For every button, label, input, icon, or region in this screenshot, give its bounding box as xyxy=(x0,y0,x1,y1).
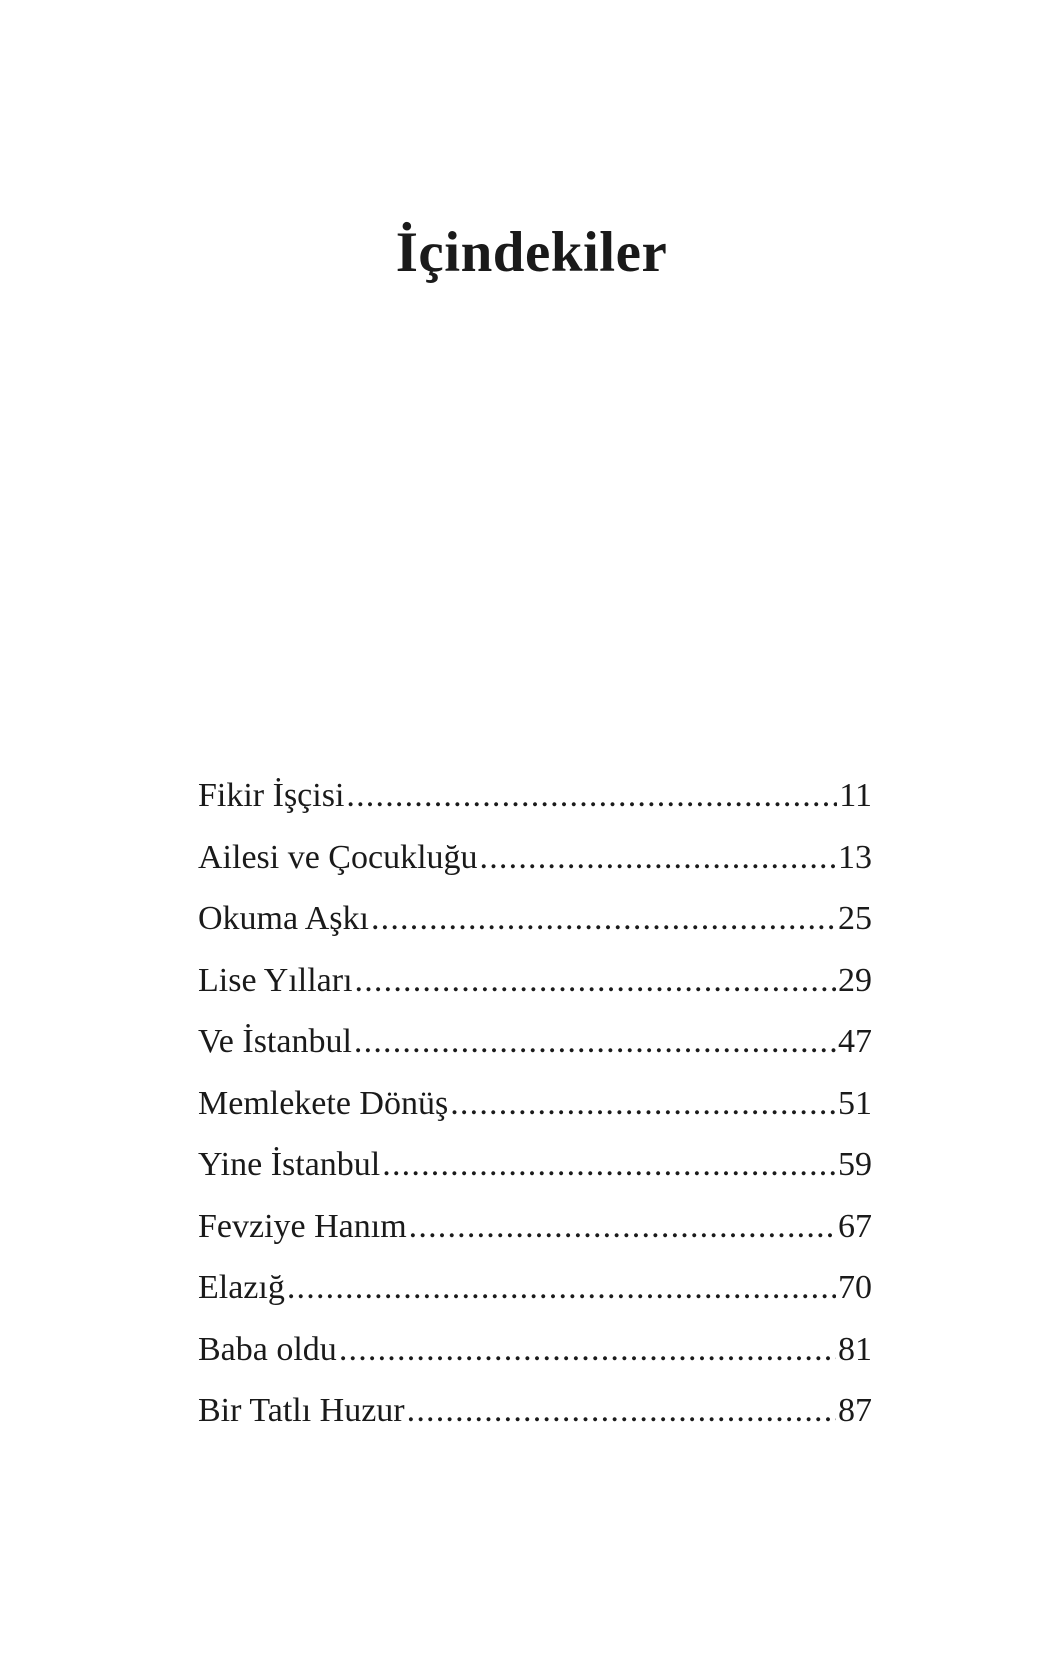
toc-entry-title: Ailesi ve Çocukluğu xyxy=(198,838,478,876)
toc-page-number: 70 xyxy=(838,1269,872,1306)
table-of-contents xyxy=(198,765,872,1442)
dot-leader xyxy=(287,1257,836,1319)
toc-entry xyxy=(198,1319,872,1381)
toc-entry xyxy=(198,827,872,889)
dot-leader xyxy=(382,1134,836,1196)
toc-entry-title: Lise Yılları xyxy=(198,961,353,999)
toc-entry xyxy=(198,1134,872,1196)
dot-leader xyxy=(480,827,836,889)
dot-leader xyxy=(355,950,836,1012)
toc-entry-title: Okuma Aşkı xyxy=(198,900,369,937)
toc-entry-title: Fikir İşçisi xyxy=(198,777,345,814)
toc-page-number: 87 xyxy=(838,1392,872,1429)
toc-page-number: 81 xyxy=(838,1330,872,1368)
toc-entry-title: Bir Tatlı Huzur xyxy=(198,1392,405,1429)
toc-entry-title: Baba oldu xyxy=(198,1330,337,1368)
toc-entry-title: Yine İstanbul xyxy=(198,1146,381,1183)
toc-entry xyxy=(198,950,872,1012)
toc-page-number: 25 xyxy=(838,900,872,937)
toc-entry-title: Memlekete Dönüş xyxy=(198,1084,449,1122)
toc-entry xyxy=(198,1011,872,1073)
toc-page-number: 59 xyxy=(838,1146,872,1183)
dot-leader xyxy=(450,1073,836,1135)
toc-entry-title: Fevziye Hanım xyxy=(198,1207,407,1245)
toc-page-number: 51 xyxy=(838,1084,872,1122)
dot-leader xyxy=(371,888,836,950)
toc-page-number: 67 xyxy=(838,1207,872,1245)
toc-entry xyxy=(198,1380,872,1442)
dot-leader xyxy=(407,1380,836,1442)
toc-entry xyxy=(198,1073,872,1135)
toc-entry xyxy=(198,765,872,827)
dot-leader xyxy=(409,1196,836,1258)
dot-leader xyxy=(354,1011,836,1073)
toc-entry-title: Ve İstanbul xyxy=(198,1023,352,1060)
toc-entry xyxy=(198,1196,872,1258)
page-title: İçindekiler xyxy=(395,221,668,284)
toc-page-number: 13 xyxy=(838,838,872,876)
dot-leader xyxy=(346,765,837,827)
dot-leader xyxy=(339,1319,836,1381)
toc-entry xyxy=(198,888,872,950)
toc-page-number: 47 xyxy=(838,1023,872,1060)
toc-entry-title: Elazığ xyxy=(198,1269,285,1306)
toc-entry xyxy=(198,1257,872,1319)
toc-page-number: 11 xyxy=(839,777,872,814)
toc-page-number: 29 xyxy=(838,961,872,999)
